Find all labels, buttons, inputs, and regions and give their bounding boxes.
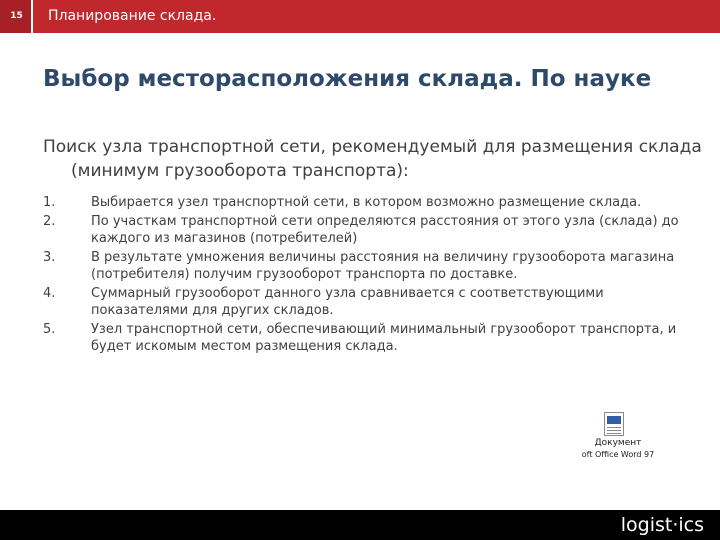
steps-list [43, 194, 683, 357]
embedded-document-label: Документ [594, 438, 642, 448]
list-item-text: Суммарный грузооборот данного узла сравнивается с соответствующими показателями для других складов. [91, 286, 604, 318]
embedded-document-type: oft Office Word 97 [581, 450, 655, 459]
page-title: Выбор месторасположения склада. По науке [43, 66, 652, 92]
list-item-text: По участкам транспортной сети определяются расстояния от этого узла (склада) до каждого из магазинов (потребителей) [91, 214, 679, 246]
list-item-number: 4. [43, 286, 56, 301]
list-item-number: 5. [43, 322, 56, 337]
logo: logist·ics [620, 514, 704, 536]
list-item [43, 321, 683, 355]
footer-bar [0, 510, 720, 540]
word-document-icon[interactable] [604, 412, 624, 436]
list-item-text: Выбирается узел транспортной сети, в котором возможно размещение склада. [91, 195, 642, 210]
list-item [43, 194, 683, 211]
list-item-text: Узел транспортной сети, обеспечивающий минимальный грузооборот транспорта, и будет искомым местом размещения склада. [91, 322, 677, 354]
list-item [43, 213, 683, 247]
list-item-text: В результате умножения величины расстояния на величину грузооборота магазина (потребителя) получим грузооборот транспорта по доставке. [91, 250, 675, 282]
embedded-word-document[interactable] [578, 412, 658, 462]
slide-number: 15 [10, 11, 23, 21]
list-item-number: 1. [43, 195, 56, 210]
intro-text: Поиск узла транспортной сети, рекомендуемый для размещения склада (минимум грузооборота транспорта): [43, 137, 702, 181]
list-item-number: 3. [43, 250, 56, 265]
list-item [43, 249, 683, 283]
list-item-number: 2. [43, 214, 56, 229]
section-title: Планирование склада. [48, 8, 217, 24]
list-item [43, 285, 683, 319]
